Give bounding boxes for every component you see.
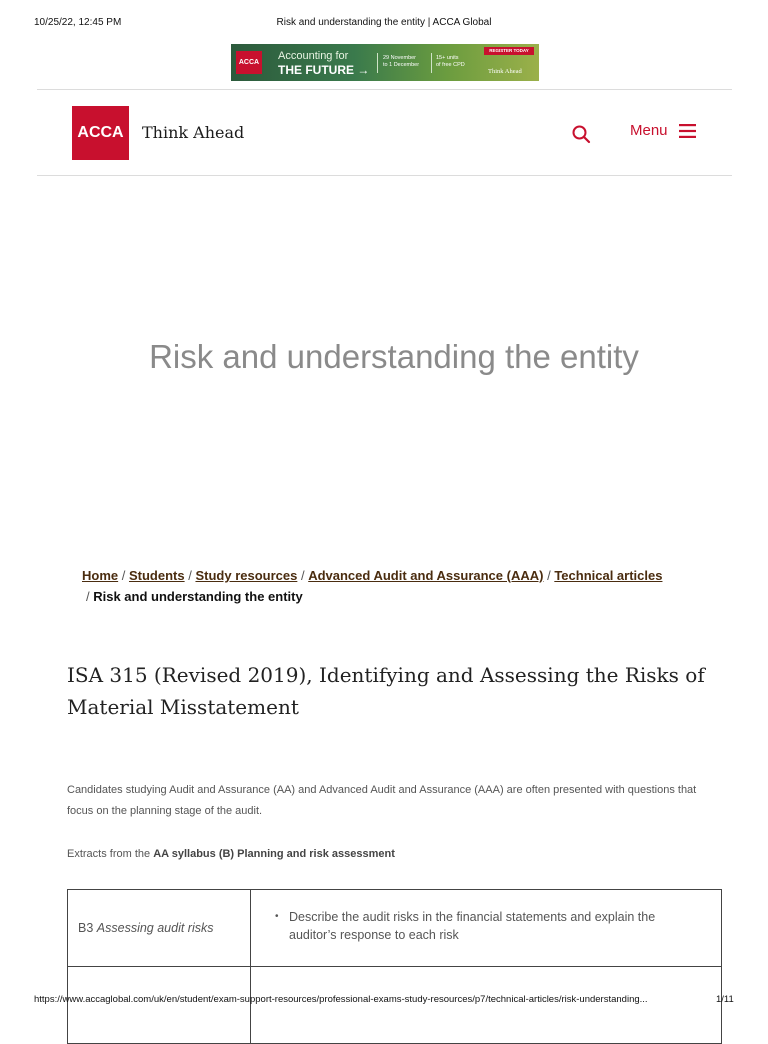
search-icon xyxy=(571,124,591,144)
extract-bold: AA syllabus (B) Planning and risk assessment xyxy=(153,848,395,860)
breadcrumb-separator: / xyxy=(188,568,196,583)
syllabus-table xyxy=(67,889,722,1044)
print-header xyxy=(0,17,768,31)
breadcrumb-separator: / xyxy=(300,568,309,583)
syllabus-bullet: Describe the audit risks in the financial statements and explain the auditor’s response to each risk xyxy=(289,910,656,942)
search-button[interactable] xyxy=(571,124,591,144)
banner-tagline: Think Ahead xyxy=(488,68,522,75)
banner-date1: 29 November xyxy=(383,55,417,61)
hamburger-icon xyxy=(679,124,696,138)
breadcrumb-aaa[interactable]: Advanced Audit and Assurance (AAA) xyxy=(308,568,544,583)
banner-units1: 15+ units xyxy=(436,55,459,61)
table-cell-description xyxy=(251,890,722,967)
header-top-divider xyxy=(37,89,732,90)
page-number: 1/11 xyxy=(716,994,734,1005)
syllabus-label: Assessing audit risks xyxy=(96,921,214,935)
banner-logo: ACCA xyxy=(236,51,262,74)
article-heading: ISA 315 (Revised 2019), Identifying and Assessing the Risks of Material Misstatement xyxy=(67,663,705,719)
menu-label: Menu xyxy=(630,122,668,139)
article-intro: Candidates studying Audit and Assurance (AA) and Advanced Audit and Assurance (AAA) are often presented with questions that focus on the planning stage of the audit. xyxy=(67,784,697,817)
breadcrumb-separator: / xyxy=(547,568,555,583)
extract-line xyxy=(67,848,395,860)
table-cell-label xyxy=(68,890,251,967)
banner-divider xyxy=(377,53,378,73)
register-button[interactable]: REGISTER TODAY xyxy=(484,47,534,55)
print-footer xyxy=(0,994,768,1008)
menu-button[interactable] xyxy=(630,122,696,139)
breadcrumb-separator: / xyxy=(121,568,129,583)
extract-prefix: Extracts from the xyxy=(67,848,154,860)
promo-banner[interactable] xyxy=(231,44,539,81)
acca-logo[interactable]: ACCA xyxy=(72,106,129,160)
print-date: 10/25/22, 12:45 PM xyxy=(34,17,122,28)
header-bottom-divider xyxy=(37,175,732,176)
banner-line1: Accounting for xyxy=(278,50,349,62)
breadcrumb-separator: / xyxy=(86,589,94,604)
banner-line2: THE FUTURE → xyxy=(278,63,370,77)
print-title: Risk and understanding the entity | ACCA Global xyxy=(276,17,492,28)
bullet-icon: • xyxy=(275,911,279,922)
breadcrumb-home[interactable]: Home xyxy=(82,568,119,583)
site-tagline: Think Ahead xyxy=(142,123,245,142)
breadcrumb-study-resources[interactable]: Study resources xyxy=(195,568,298,583)
table-row xyxy=(68,890,722,967)
breadcrumb xyxy=(82,565,702,607)
banner-divider xyxy=(431,53,432,73)
banner-units xyxy=(436,55,465,69)
breadcrumb-current: Risk and understanding the entity xyxy=(93,589,303,604)
banner-dates xyxy=(383,55,419,69)
breadcrumb-students[interactable]: Students xyxy=(128,568,185,583)
syllabus-code: B3 xyxy=(78,921,94,935)
hero-title: Risk and understanding the entity xyxy=(149,338,639,375)
print-url: https://www.accaglobal.com/uk/en/student/exam-support-resources/professional-exams-study-resources/p7/technical-articles/risk-understanding... xyxy=(34,994,648,1005)
banner-date2: to 1 December xyxy=(383,62,420,68)
banner-units2: of free CPD xyxy=(436,62,465,68)
breadcrumb-technical-articles[interactable]: Technical articles xyxy=(554,568,663,583)
